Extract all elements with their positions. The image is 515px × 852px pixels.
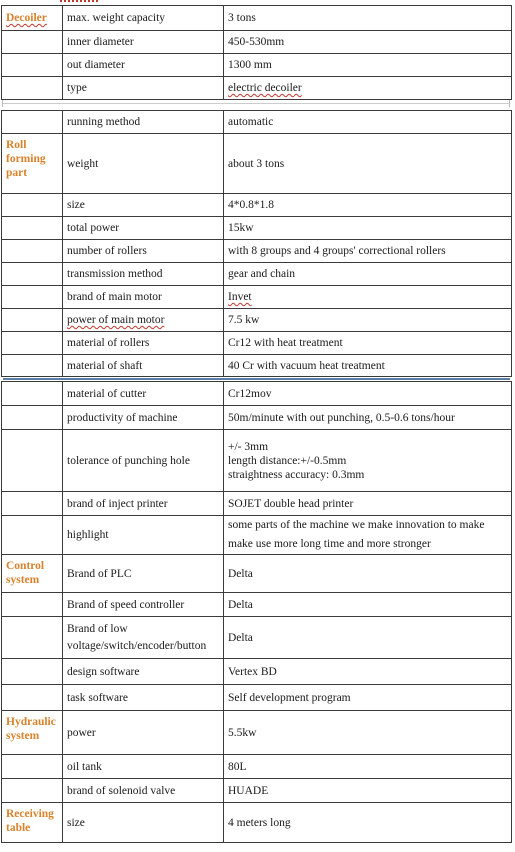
category-empty	[2, 332, 63, 355]
gap-line	[2, 103, 510, 104]
spec-label: power	[63, 711, 224, 755]
category-empty	[2, 263, 63, 286]
gap-tick	[509, 100, 510, 107]
category-empty	[2, 492, 63, 516]
spec-value: 40 Cr with vacuum heat treatment	[224, 355, 512, 377]
spec-value: Delta	[224, 617, 512, 659]
spec-label: out diameter	[63, 54, 224, 77]
spec-label: productivity of machine	[63, 406, 224, 430]
spec-value: Cr12 with heat treatment	[224, 332, 512, 355]
type-value: electric decoiler	[228, 82, 302, 94]
spec-value: gear and chain	[224, 263, 512, 286]
spec-value: some parts of the machine we make innovation to make make use more long time and more stronger	[224, 516, 512, 555]
spec-label: Brand of speed controller	[63, 593, 224, 617]
tolerance-line: +/- 3mm	[228, 440, 269, 453]
category-empty	[2, 309, 63, 332]
spec-label: oil tank	[63, 755, 224, 779]
spec-label: brand of inject printer	[63, 492, 224, 516]
category-empty	[2, 779, 63, 803]
spec-value: Delta	[224, 593, 512, 617]
category-empty	[2, 54, 63, 77]
spec-label: number of rollers	[63, 240, 224, 263]
category-empty	[2, 111, 63, 134]
category-empty	[2, 194, 63, 217]
motor-power-label: power of main motor	[67, 314, 165, 326]
spec-value: 80L	[224, 755, 512, 779]
category-empty	[2, 382, 63, 406]
page-break-gap	[2, 100, 510, 107]
category-empty	[2, 406, 63, 430]
spec-value-multiline	[224, 430, 512, 492]
spec-value: SOJET double head printer	[224, 492, 512, 516]
spec-label: tolerance of punching hole	[63, 430, 224, 492]
gap-tick	[2, 100, 3, 107]
spec-value: 50m/minute with out punching, 0.5-0.6 tons/hour	[224, 406, 512, 430]
spec-value: automatic	[224, 111, 512, 134]
spec-value: with 8 groups and 4 groups' correctional rollers	[224, 240, 512, 263]
spec-label	[63, 309, 224, 332]
spec-label: brand of solenoid valve	[63, 779, 224, 803]
tolerance-line: length distance:+/-0.5mm	[228, 454, 347, 467]
spec-value: 5.5kw	[224, 711, 512, 755]
spec-label: inner diameter	[63, 31, 224, 54]
spec-label: material of shaft	[63, 355, 224, 377]
category-empty	[2, 685, 63, 711]
category-hydraulic-system: Hydraulic system	[2, 711, 63, 755]
spec-value	[224, 286, 512, 309]
spec-label: Brand of low voltage/switch/encoder/button	[63, 617, 224, 659]
category-receiving-table: Receiving table	[2, 803, 63, 843]
spec-value: 3 tons	[224, 6, 512, 31]
category-empty	[2, 516, 63, 555]
spec-value: HUADE	[224, 779, 512, 803]
spec-label: material of cutter	[63, 382, 224, 406]
roll-forming-table	[1, 110, 512, 377]
spec-value: Self development program	[224, 685, 512, 711]
spec-value: about 3 tons	[224, 134, 512, 194]
spec-value	[224, 77, 512, 100]
spec-value: 1300 mm	[224, 54, 512, 77]
category-empty	[2, 430, 63, 492]
spec-label: type	[63, 77, 224, 100]
category-roll-forming: Roll forming part	[2, 134, 63, 194]
category-empty	[2, 593, 63, 617]
spec-label: design software	[63, 659, 224, 685]
category-empty	[2, 286, 63, 309]
spec-label: brand of main motor	[63, 286, 224, 309]
tolerance-line: straightness accuracy: 0.3mm	[228, 468, 365, 481]
spec-value: 4*0.8*1.8	[224, 194, 512, 217]
spec-label: task software	[63, 685, 224, 711]
spec-label: highlight	[63, 516, 224, 555]
spec-label: running method	[63, 111, 224, 134]
section-divider	[3, 378, 510, 380]
spec-label: weight	[63, 134, 224, 194]
decoiler-table	[1, 5, 512, 100]
category-control-system: Control system	[2, 555, 63, 593]
spec-value: 15kw	[224, 217, 512, 240]
spec-label: material of rollers	[63, 332, 224, 355]
category-empty	[2, 617, 63, 659]
motor-brand-value: Invet	[228, 291, 252, 303]
category-empty	[2, 755, 63, 779]
spec-value: 4 meters long	[224, 803, 512, 843]
spec-label: Brand of PLC	[63, 555, 224, 593]
category-empty	[2, 240, 63, 263]
category-decoiler: Decoiler	[2, 6, 63, 31]
machine-table	[1, 381, 512, 843]
spec-value: 450-530mm	[224, 31, 512, 54]
spec-value: Delta	[224, 555, 512, 593]
category-empty	[2, 217, 63, 240]
spec-label: total power	[63, 217, 224, 240]
spec-value: Vertex BD	[224, 659, 512, 685]
top-red-mark	[60, 0, 98, 2]
category-empty	[2, 355, 63, 377]
spec-value: 7.5 kw	[224, 309, 512, 332]
spec-value: Cr12mov	[224, 382, 512, 406]
spec-label: size	[63, 803, 224, 843]
category-empty	[2, 659, 63, 685]
category-empty	[2, 31, 63, 54]
spec-label: transmission method	[63, 263, 224, 286]
spec-label: size	[63, 194, 224, 217]
category-empty	[2, 77, 63, 100]
spec-label: max. weight capacity	[63, 6, 224, 31]
